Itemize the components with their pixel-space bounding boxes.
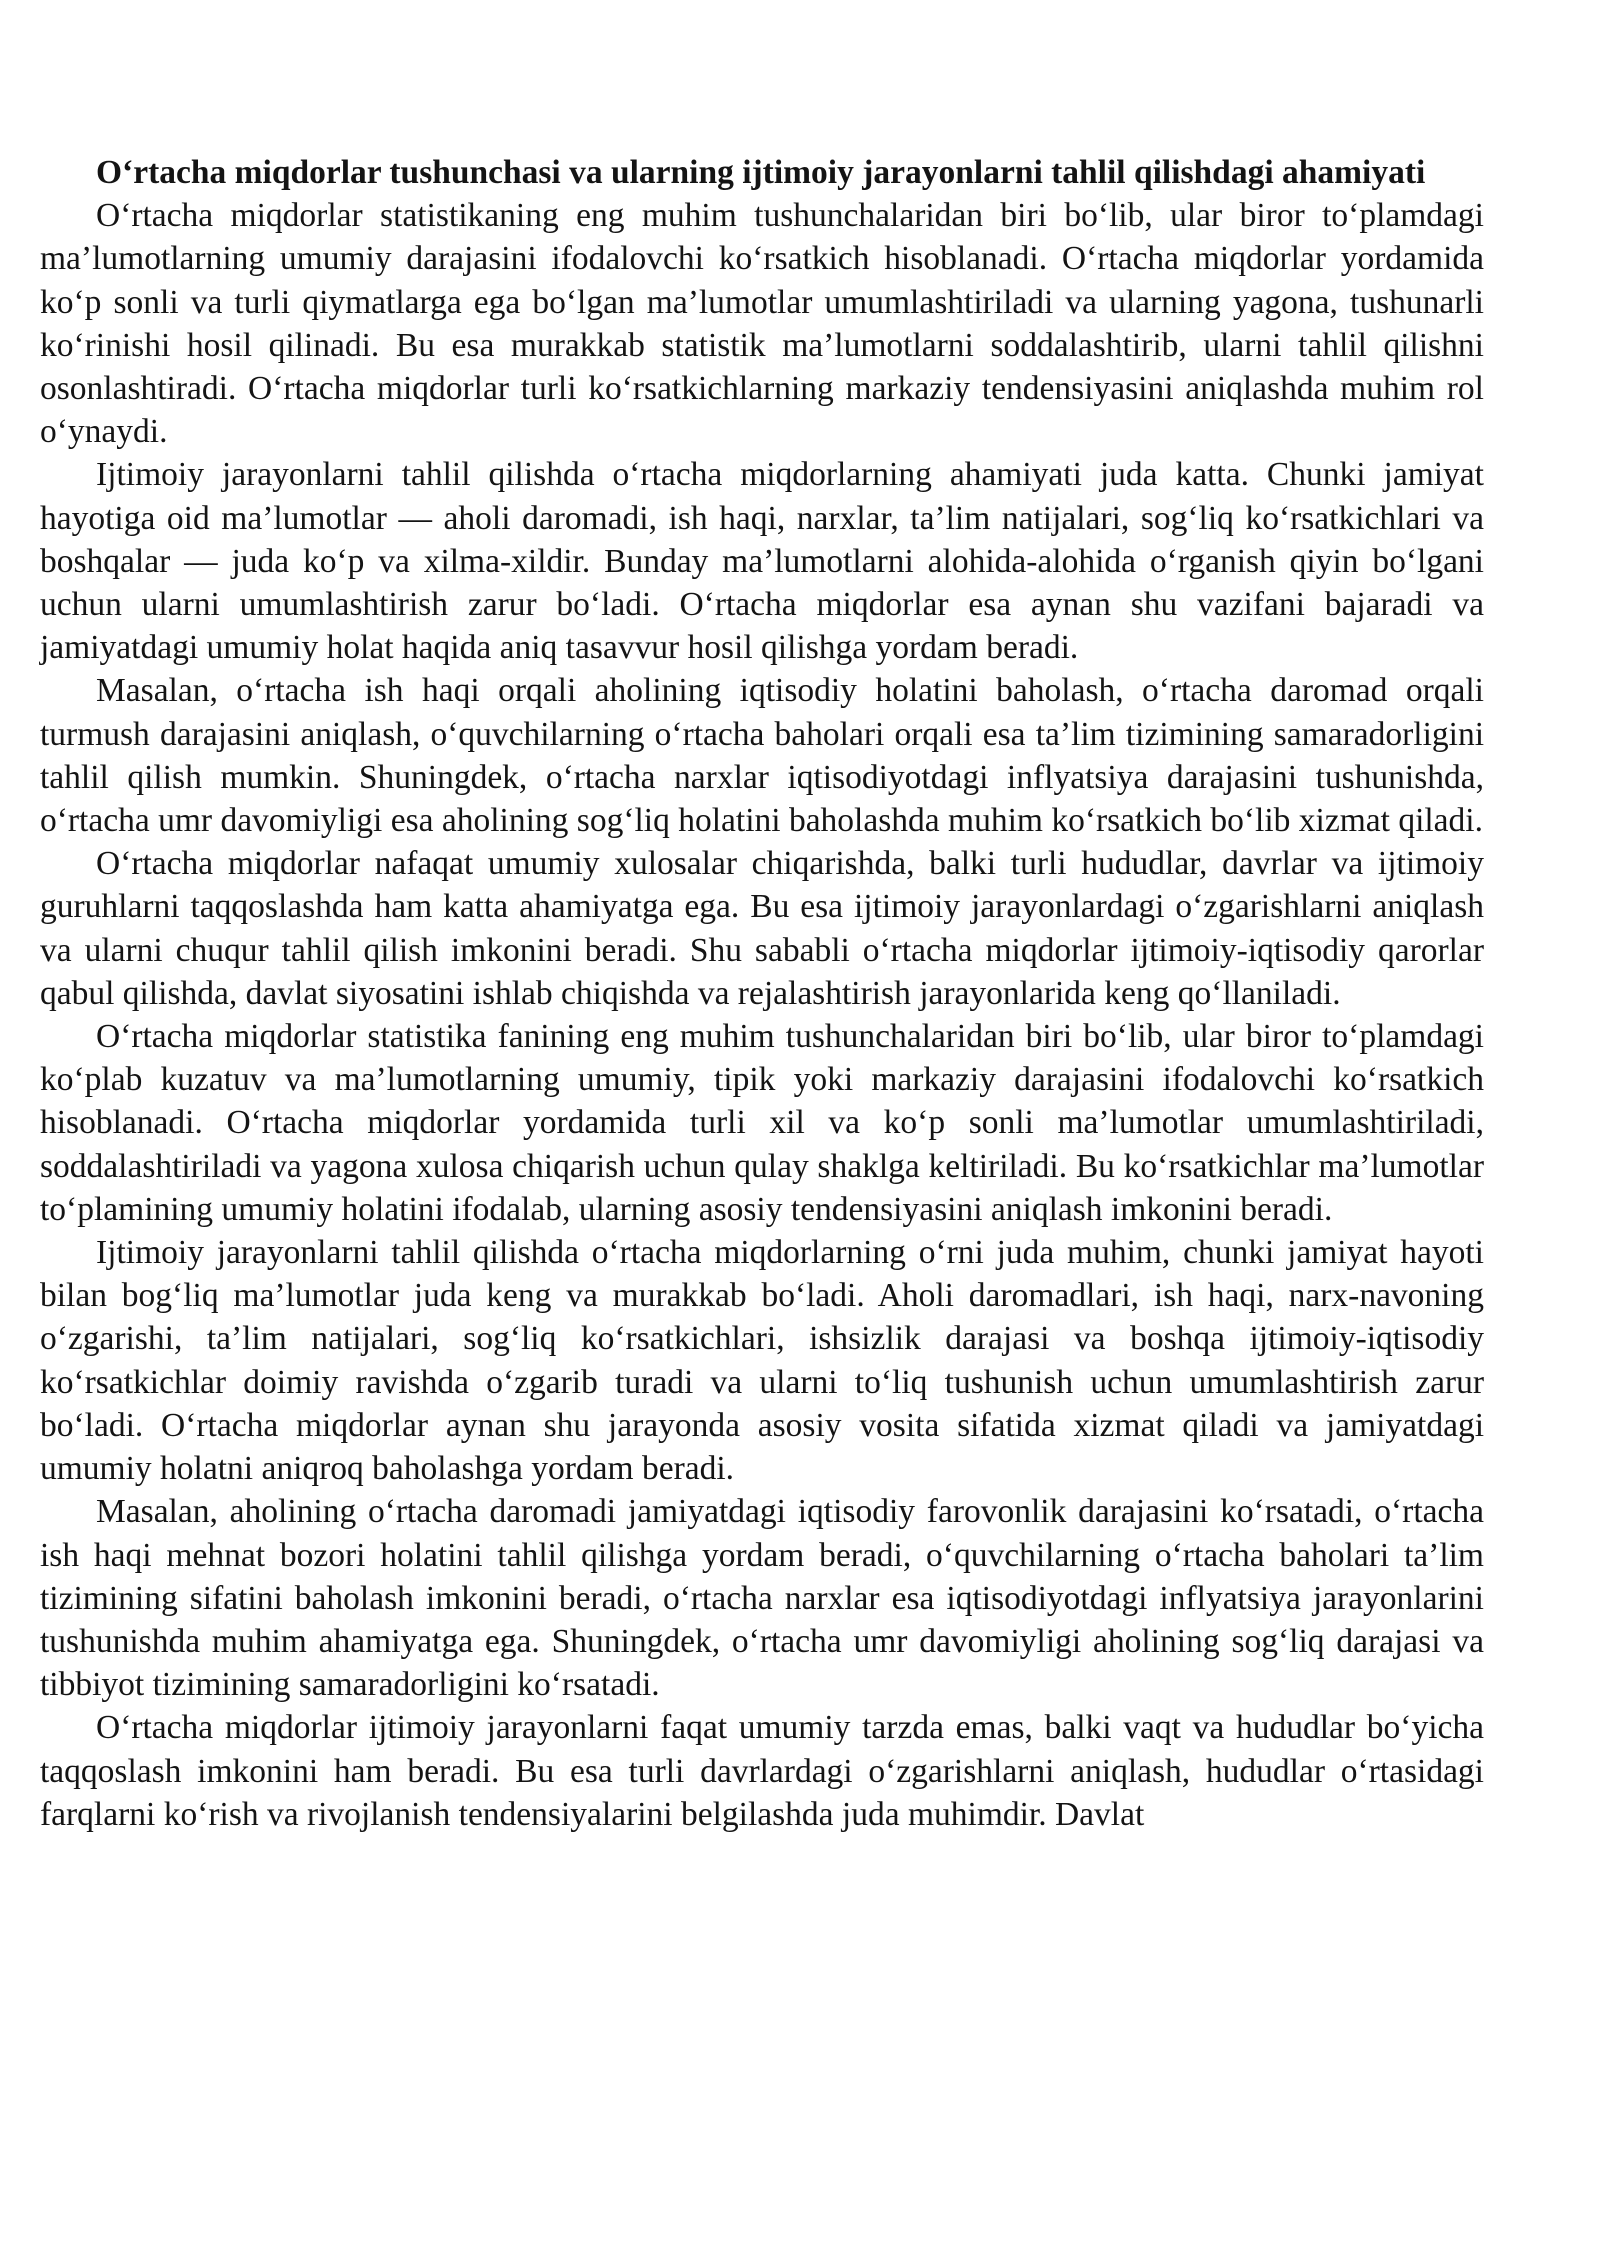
paragraph-2: Ijtimoiy jarayonlarni tahlil qilishda o‘rtacha miqdorlarning ahamiyati juda katta. Chunki jamiyat hayotiga oid ma’lumotlar — aholi daromadi, ish haqi, narxlar, ta’lim natijalari, sog‘liq ko‘rsatkichlari va boshqalar — juda ko‘p va xilma-xildir. Bunday ma’lumotlarni alohida-alohida o‘rganish qiyin bo‘lgani uchun ularni umumlashtirish zarur bo‘ladi. O‘rtacha miqdorlar esa aynan shu vazifani bajaradi va jamiyatdagi umumiy holat haqida aniq tasavvur hosil qilishga yordam beradi.	[40, 456, 1484, 667]
paragraph-4: O‘rtacha miqdorlar nafaqat umumiy xulosalar chiqarishda, balki turli hududlar, davrlar va ijtimoiy guruhlarni taqqoslashda ham katta ahamiyatga ega. Bu esa ijtimoiy jarayonlardagi o‘zgarishlarni aniqlash va ularni chuqur tahlil qilish imkonini beradi. Shu sababli o‘rtacha miqdorlar ijtimoiy-iqtisodiy qarorlar qabul qilishda, davlat siyosatini ishlab chiqishda va rejalashtirish jarayonlarida keng qo‘llaniladi.	[40, 845, 1484, 1012]
paragraph-8: O‘rtacha miqdorlar ijtimoiy jarayonlarni faqat umumiy tarzda emas, balki vaqt va hududlar bo‘yicha taqqoslash imkonini ham beradi. Bu esa turli davrlardagi o‘zgarishlarni aniqlash, hududlar o‘rtasidagi farqlarni ko‘rish va rivojlanish tendensiyalarini belgilashda juda muhimdir. Davlat	[40, 1709, 1484, 1833]
paragraph-7: Masalan, aholining o‘rtacha daromadi jamiyatdagi iqtisodiy farovonlik darajasini ko‘rsatadi, o‘rtacha ish haqi mehnat bozori holatini tahlil qilishga yordam beradi, o‘quvchilarning o‘rtacha baholari ta’lim tizimining sifatini baholash imkonini beradi, o‘rtacha narxlar esa iqtisodiyotdagi inflyatsiya jarayonlarini tushunishda muhim ahamiyatga ega. Shuningdek, o‘rtacha umr davomiyligi aholining sog‘liq darajasi va tibbiyot tizimining samaradorligini ko‘rsatadi.	[40, 1493, 1484, 1704]
paragraph-3: Masalan, o‘rtacha ish haqi orqali aholining iqtisodiy holatini baholash, o‘rtacha daromad orqali turmush darajasini aniqlash, o‘quvchilarning o‘rtacha baholari orqali esa ta’lim tizimining samaradorligini tahlil qilish mumkin. Shuningdek, o‘rtacha narxlar iqtisodiyotdagi inflyatsiya darajasini tushunishda, o‘rtacha umr davomiyligi esa aholining sog‘liq holatini baholashda muhim ko‘rsatkich bo‘lib xizmat qiladi.	[40, 672, 1484, 840]
paragraph-6: Ijtimoiy jarayonlarni tahlil qilishda o‘rtacha miqdorlarning o‘rni juda muhim, chunki jamiyat hayoti bilan bog‘liq ma’lumotlar juda keng va murakkab bo‘ladi. Aholi daromadlari, ish haqi, narx-navoning o‘zgarishi, ta’lim natijalari, sog‘liq ko‘rsatkichlari, ishsizlik darajasi va boshqa ijtimoiy-iqtisodiy ko‘rsatkichlar doimiy ravishda o‘zgarib turadi va ularni to‘liq tushunish uchun umumlashtirish zarur bo‘ladi. O‘rtacha miqdorlar aynan shu jarayonda asosiy vosita sifatida xizmat qiladi va jamiyatdagi umumiy holatni aniqroq baholashga yordam beradi.	[40, 1234, 1484, 1488]
document-body	[40, 151, 1484, 1836]
paragraph-1: O‘rtacha miqdorlar statistikaning eng muhim tushunchalaridan biri bo‘lib, ular biror to‘plamdagi ma’lumotlarning umumiy darajasini ifodalovchi ko‘rsatkich hisoblanadi. O‘rtacha miqdorlar yordamida ko‘p sonli va turli qiymatlarga ega bo‘lgan ma’lumotlar umumlashtiriladi va ularning yagona, tushunarli ko‘rinishi hosil qilinadi. Bu esa murakkab statistik ma’lumotlarni soddalashtirib, ularni tahlil qilishni osonlashtiradi. O‘rtacha miqdorlar turli ko‘rsatkichlarning markaziy tendensiyasini aniqlashda muhim rol o‘ynaydi.	[40, 197, 1484, 451]
document-title: O‘rtacha miqdorlar tushunchasi va ularning ijtimoiy jarayonlarni tahlil qilishdagi ahamiyati	[96, 154, 1426, 191]
paragraph-5: O‘rtacha miqdorlar statistika fanining eng muhim tushunchalaridan biri bo‘lib, ular biror to‘plamdagi ko‘plab kuzatuv va ma’lumotlarning umumiy, tipik yoki markaziy darajasini ifodalovchi ko‘rsatkich hisoblanadi. O‘rtacha miqdorlar yordamida turli xil va ko‘p sonli ma’lumotlar umumlashtiriladi, soddalashtiriladi va yagona xulosa chiqarish uchun qulay shaklga keltiriladi. Bu ko‘rsatkichlar ma’lumotlar to‘plamining umumiy holatini ifodalab, ularning asosiy tendensiyasini aniqlash imkonini beradi.	[40, 1018, 1484, 1228]
